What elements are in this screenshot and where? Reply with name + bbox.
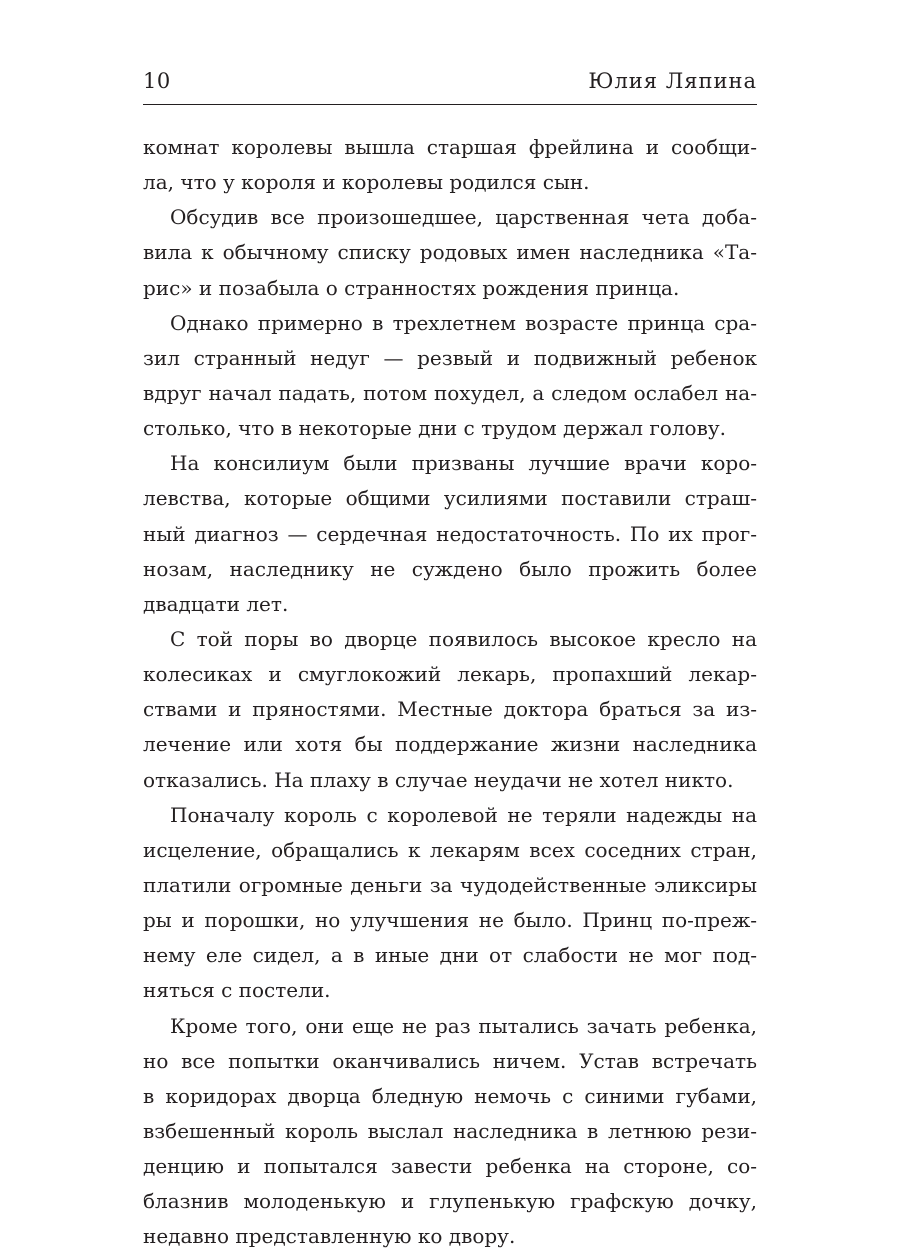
text-line: вила к обычному списку родовых имен наследника «Та- <box>143 240 757 265</box>
text-line: Однако примерно в трехлетнем возрасте принца сра- <box>170 310 757 335</box>
paragraph <box>143 446 757 622</box>
paragraph <box>143 306 757 447</box>
paragraph <box>143 798 757 1009</box>
paragraph <box>143 200 757 305</box>
text-line: Кроме того, они еще не раз пытались зачать ребенка, <box>170 1013 757 1038</box>
text-line: в коридорах дворца бледную немочь с синими губами, <box>143 1083 757 1108</box>
running-head-author: Юлия Ляпина <box>588 69 757 93</box>
text-line: нозам, наследнику не суждено было прожить более <box>143 556 757 581</box>
text-line: но все попытки оканчивались ничем. Устав встречать <box>143 1048 757 1073</box>
text-line: ствами и пряностями. Местные доктора браться за из- <box>143 697 757 722</box>
paragraph <box>143 130 757 200</box>
page-number: 10 <box>143 69 171 93</box>
text-line: отказались. На плаху в случае неудачи не хотел никто. <box>143 767 734 792</box>
text-line: столько, что в некоторые дни с трудом держал голову. <box>143 416 726 441</box>
text-line: блазнив молоденькую и глупенькую графскую дочку, <box>143 1189 757 1214</box>
text-line: комнат королевы вышла старшая фрейлина и сообщи- <box>143 135 757 159</box>
text-line: платили огромные деньги за чудодейственные эликсиры <box>143 872 757 897</box>
header-rule <box>143 104 757 105</box>
page-header <box>143 66 757 96</box>
text-line: На консилиум были призваны лучшие врачи коро- <box>170 451 757 476</box>
text-line: няться с постели. <box>143 978 331 1003</box>
paragraph <box>143 622 757 798</box>
text-line: нему еле сидел, а в иные дни от слабости не мог под- <box>143 943 757 968</box>
text-line: левства, которые общими усилиями поставили страш- <box>143 486 757 511</box>
text-line: денцию и попытался завести ребенка на стороне, со- <box>143 1154 757 1179</box>
text-line: колесиках и смуглокожий лекарь, пропахший лекар- <box>143 662 757 687</box>
text-line: ры и порошки, но улучшения не было. Принц по-преж- <box>143 908 757 933</box>
text-line: зил странный недуг — резвый и подвижный ребенок <box>143 345 757 370</box>
text-line: взбешенный король выслал наследника в летнюю рези- <box>143 1118 757 1143</box>
text-line: вдруг начал падать, потом похудел, а следом ослабел на- <box>143 380 757 405</box>
text-line: лечение или хотя бы поддержание жизни наследника <box>143 732 757 757</box>
text-line: недавно представленную ко двору. <box>143 1224 516 1249</box>
text-line: ла, что у короля и королевы родился сын. <box>143 170 590 195</box>
paragraph <box>143 1009 757 1255</box>
body-text <box>143 130 757 1255</box>
text-line: ный диагноз — сердечная недостаточность. По их прог- <box>143 521 757 546</box>
text-line: рис» и позабыла о странностях рождения принца. <box>143 275 680 300</box>
text-line: С той поры во дворце появилось высокое кресло на <box>170 626 757 651</box>
text-line: Обсудив все произошедшее, царственная чета доба- <box>170 205 757 230</box>
text-line: Поначалу король с королевой не теряли надежды на <box>170 802 757 827</box>
text-line: исцеление, обращались к лекарям всех соседних стран, <box>143 837 757 862</box>
text-line: двадцати лет. <box>143 591 289 616</box>
